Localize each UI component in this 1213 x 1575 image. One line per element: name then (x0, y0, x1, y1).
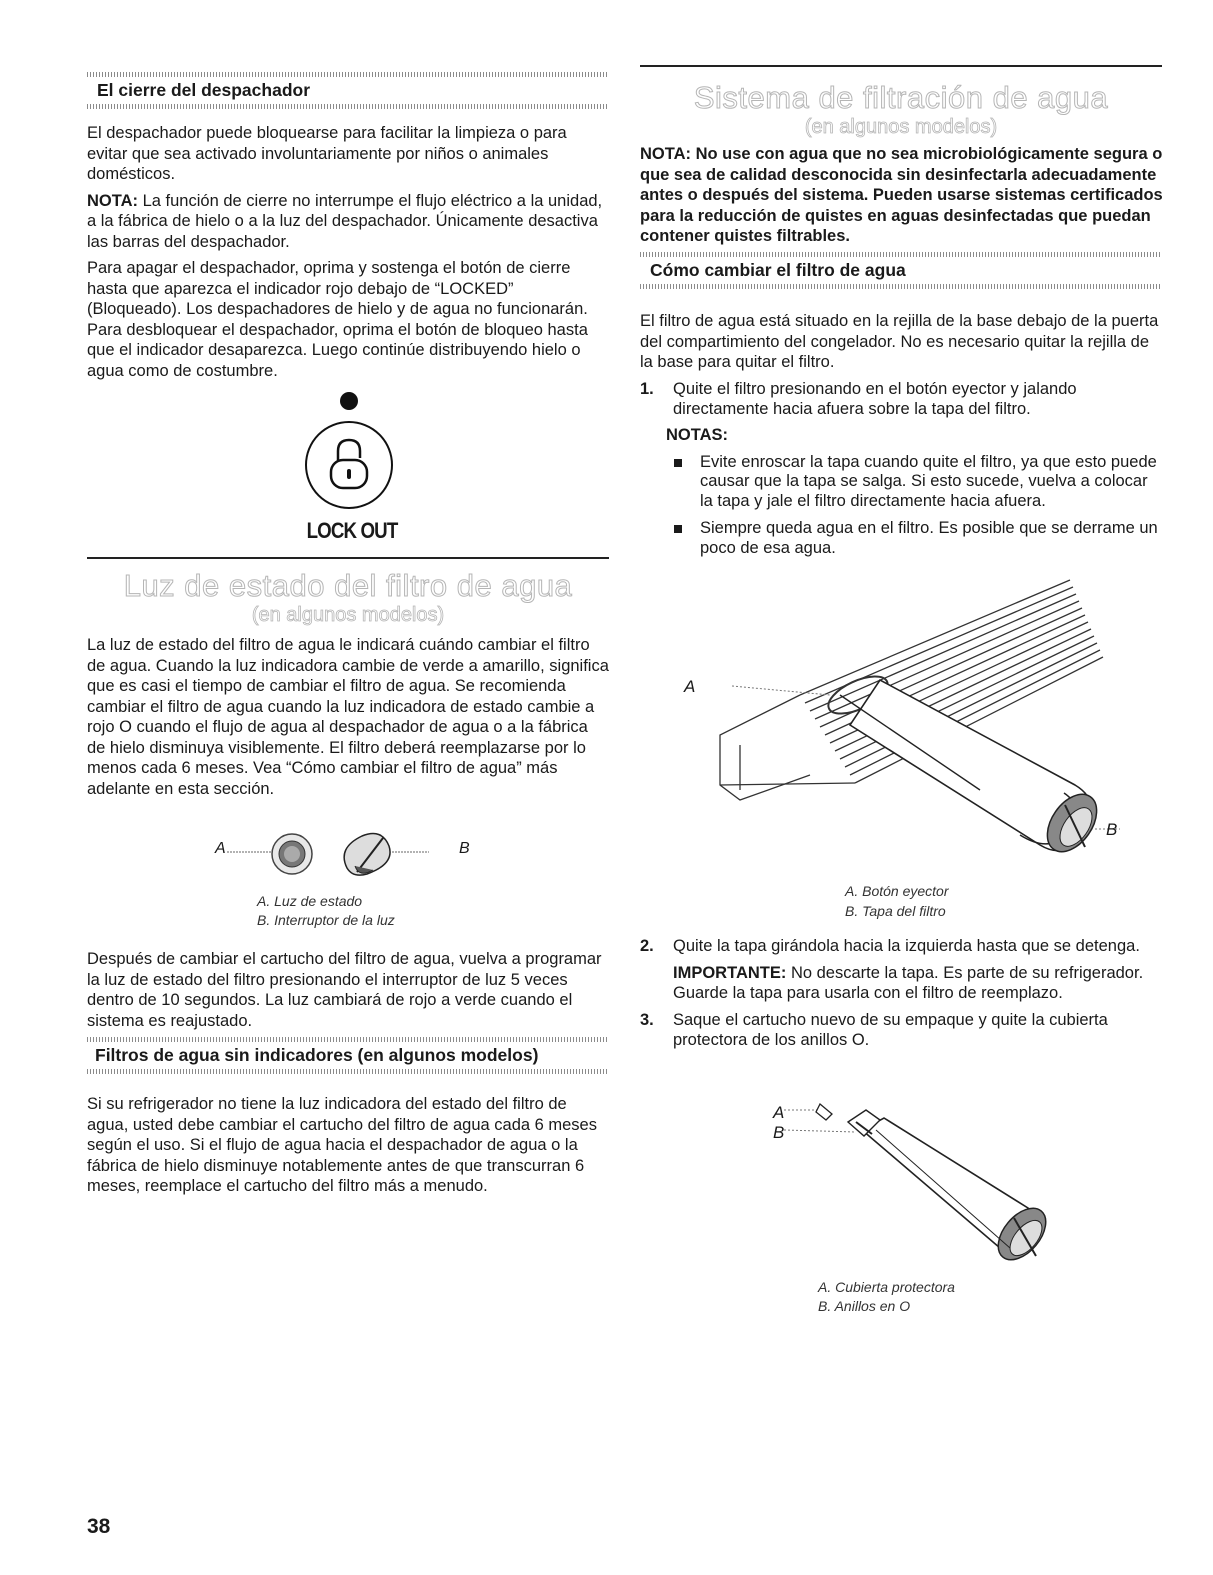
status-caption-a: A. Luz de estado (257, 893, 363, 909)
fig1-caption-a: A. Botón eyector (845, 883, 949, 899)
notas-label: NOTAS: (666, 425, 729, 444)
dispenser-lock-paragraph: El despachador puede bloquearse para facilitar la limpieza o para evitar que sea activado involuntariamente por niños o animales domésticos. (87, 124, 567, 183)
hatch-rule (640, 284, 1162, 289)
hatch-rule (640, 252, 1162, 257)
note-bullet: Evite enroscar la tapa cuando quite el filtro, ya que esto puede causar que la tapa se salga. Si esto sucede, vuelva a colocar la tapa y jale el filtro directamente hacia afuera. (666, 453, 1162, 512)
status-label-a: A (215, 840, 226, 857)
fig1-label-a: A (684, 677, 696, 696)
note-bullet: Siempre queda agua en el filtro. Es posible que se derrame un poco de esa agua. (666, 519, 1162, 558)
important-note: IMPORTANTE: No descarte la tapa. Es parte de su refrigerador. Guarde la tapa para usarla con el filtro de reemplazo. (673, 963, 1144, 1002)
fig2-caption-a: A. Cubierta protectora (818, 1279, 955, 1295)
hatch-rule (87, 72, 609, 77)
filtration-note: NOTA: No use con agua que no sea microbiológicamente segura o que sea de calidad desconocida sin desinfectarla adecuadamente antes o después del sistema. Pueden usarse sistemas certificados para la reducción de quistes en aguas desinfectadas que puedan contener quistes filtrables. (640, 145, 1163, 245)
dispenser-lock-note: NOTA: La función de cierre no interrumpe el flujo eléctrico a la unidad, a la fábrica de hielo o a la luz del despachador. Únicamente desactiva las barras del despachador. (87, 191, 603, 251)
section-rule (87, 557, 609, 559)
status-label-b: B (459, 840, 470, 857)
status-light-title: Luz de estado del filtro de agua (123, 568, 573, 603)
status-light-paragraph: La luz de estado del filtro de agua le indicará cuándo cambiar el filtro de agua. Cuando la luz indicadora cambie de verde a amarillo, significa que es casi el tiempo de cambiar el filtro de agua. Se recomienda cambiar el filtro de agua cuando la luz indicadora de estado cambie a rojo O cuando el flujo de agua al despachador de agua o a la fábrica de hielo disminuya visiblemente. El filtro deberá reemplazarse por lo menos cada 6 meses. Vea “Cómo cambiar el filtro de agua” más adelante en esta sección. (87, 636, 609, 798)
hatch-rule (87, 1037, 609, 1042)
filtration-subtitle: (en algunos modelos) (804, 116, 998, 138)
no-indicator-heading: Filtros de agua sin indicadores (en algunos modelos) (95, 1045, 539, 1065)
no-indicator-paragraph: Si su refrigerador no tiene la luz indicadora del estado del filtro de agua, usted debe cambiar el cartucho del filtro de agua cada 6 meses según el uso. Si el flujo de agua hacia el despachador de agua o la fábrica de hielo disminuye notablemente antes de que transcurran 6 meses, reemplace el cartucho del filtro más a menudo. (87, 1095, 597, 1195)
fig2-label-b: B (773, 1123, 785, 1142)
change-filter-heading: Cómo cambiar el filtro de agua (650, 260, 906, 280)
dispenser-lock-heading: El cierre del despachador (97, 80, 311, 100)
new-cartridge-illustration (760, 1100, 1060, 1270)
section-rule (640, 65, 1162, 67)
status-caption-b: B. Interruptor de la luz (257, 912, 395, 928)
fig1-caption-b: B. Tapa del filtro (845, 903, 946, 919)
change-filter-intro: El filtro de agua está situado en la rejilla de la base debajo de la puerta del compartimiento del congelador. No es necesario quitar la rejilla de la base para quitar el filtro. (640, 312, 1159, 371)
page-number: 38 (87, 1515, 111, 1538)
filtration-title: Sistema de filtración de agua (693, 80, 1109, 115)
dispenser-lock-instructions: Para apagar el despachador, oprima y sostenga el botón de cierre hasta que aparezca el indicador rojo debajo de “LOCKED” (Bloqueado). Los despachadores de hielo y de agua no funcionarán. Para desbloquear el despachador, oprima el botón de bloqueo hasta que el indicador desaparezca. Luego continúe distribuyendo hielo o agua como de costumbre. (87, 259, 588, 380)
status-light-reset-paragraph: Después de cambiar el cartucho del filtro de agua, vuelva a programar la luz de estado del filtro presionando el interruptor de luz 5 veces dentro de 10 segundos. La luz cambiará de rojo a verde cuando el sistema es reajustado. (87, 950, 602, 1030)
fig2-caption-b: B. Anillos en O (818, 1298, 911, 1314)
step-2: 2. Quite la tapa girándola hacia la izquierda hasta que se detenga. (640, 937, 1140, 955)
step-1: 1. Quite el filtro presionando en el botón eyector y jalando directamente hacia afuera sobre la tapa del filtro. (640, 379, 1077, 418)
step-3: 3. Saque el cartucho nuevo de su empaque y quite la cubierta protectora de los anillos O. (640, 1010, 1108, 1049)
status-light-subtitle: (en algunos modelos) (251, 604, 445, 626)
fig1-label-b: B (1106, 820, 1118, 839)
hatch-rule (87, 104, 609, 109)
fig2-label-a: A (773, 1103, 785, 1122)
filter-removal-illustration (680, 575, 1120, 875)
status-light-illustration (207, 828, 487, 888)
lockout-illustration (297, 385, 397, 515)
lockout-label: LOCK OUT (306, 518, 398, 543)
hatch-rule (87, 1069, 609, 1074)
